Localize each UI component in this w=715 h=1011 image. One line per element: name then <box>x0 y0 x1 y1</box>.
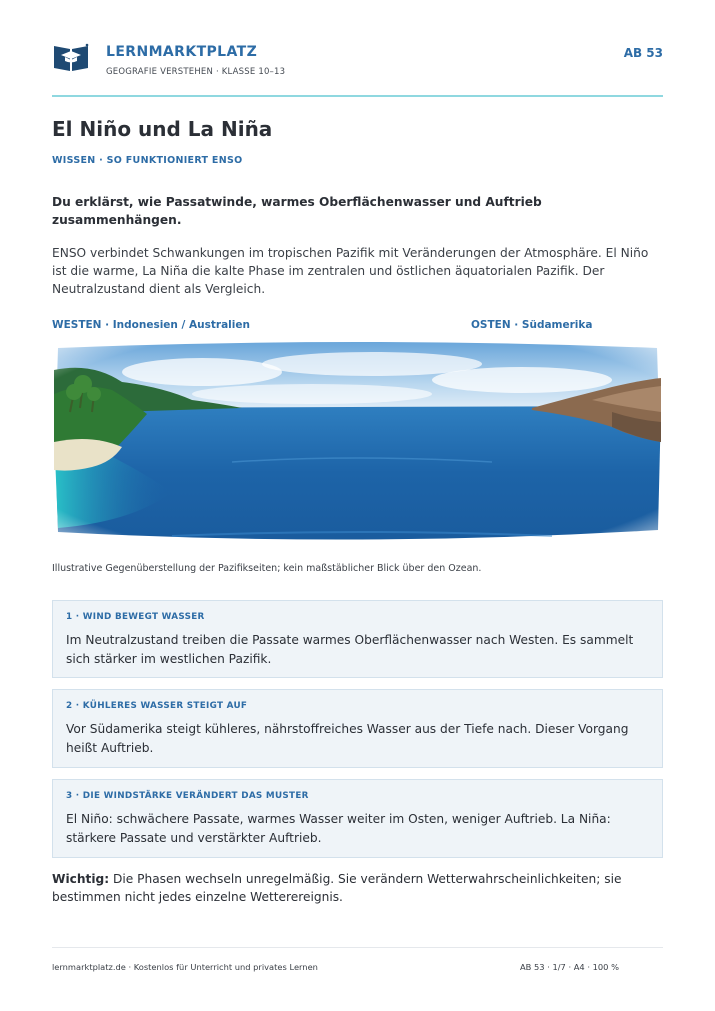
pacific-illustration <box>52 342 663 545</box>
note-label: Wichtig: <box>52 872 110 886</box>
step-label: 1 · WIND BEWEGT WASSER <box>66 612 205 622</box>
section-kicker: WISSEN · SO FUNKTIONIERT ENSO <box>52 155 243 166</box>
page-header <box>52 40 663 86</box>
step-label: 2 · KÜHLERES WASSER STEIGT AUF <box>66 701 248 711</box>
brand-name: LERNMARKTPLATZ <box>106 44 258 60</box>
header-divider <box>52 95 663 97</box>
west-label: WESTEN · Indonesien / Australien <box>52 319 250 331</box>
sheet-number: AB 53 <box>623 46 663 60</box>
footer-divider <box>52 947 663 948</box>
worksheet-page <box>52 0 663 1011</box>
east-label: OSTEN · Südamerika <box>471 319 593 331</box>
footer-page-info: AB 53 · 1/7 · A4 · 100 % <box>520 962 619 972</box>
step-text: El Niño: schwächere Passate, warmes Wasser weiter im Osten, weniger Auftrieb. La Niña: stärkere Passate und verstärkter Auftrieb. <box>66 812 611 845</box>
note-text: Die Phasen wechseln unregelmäßig. Sie verändern Wetterwahrscheinlichkeiten; sie bestimmen nicht jedes einzelne Wetterereignis. <box>52 872 622 904</box>
step-box <box>52 689 663 768</box>
step-label: 3 · DIE WINDSTÄRKE VERÄNDERT DAS MUSTER <box>66 791 309 801</box>
step-box <box>52 600 663 678</box>
intro-paragraph: ENSO verbindet Schwankungen im tropischen Pazifik mit Veränderungen der Atmosphäre. El Niño ist die warme, La Niña die kalte Phase im zentralen und östlichen äquatorialen Pazifik. Der Neutralzustand dient als Vergleich. <box>52 246 649 296</box>
footer-site: lernmarktplatz.de · Kostenlos für Unterricht und privates Lernen <box>52 962 318 972</box>
important-note <box>52 870 663 906</box>
step-text: Im Neutralzustand treiben die Passate warmes Oberflächenwasser nach Westen. Es sammelt sich stärker im westlichen Pazifik. <box>66 633 634 666</box>
graduation-cap-book-icon <box>52 42 90 72</box>
brand-subtitle: GEOGRAFIE VERSTEHEN · KLASSE 10–13 <box>106 67 286 77</box>
step-text: Vor Südamerika steigt kühleres, nährstoffreiches Wasser aus der Tiefe nach. Dieser Vorgang heißt Auftrieb. <box>66 722 629 755</box>
illustration-caption: Illustrative Gegenüberstellung der Pazifikseiten; kein maßstäblicher Blick über den Ozean. <box>52 563 482 574</box>
page-title: El Niño und La Niña <box>52 117 273 141</box>
learning-goal: Du erklärst, wie Passatwinde, warmes Oberflächenwasser und Auftrieb zusammenhängen. <box>52 195 542 227</box>
step-box <box>52 779 663 858</box>
